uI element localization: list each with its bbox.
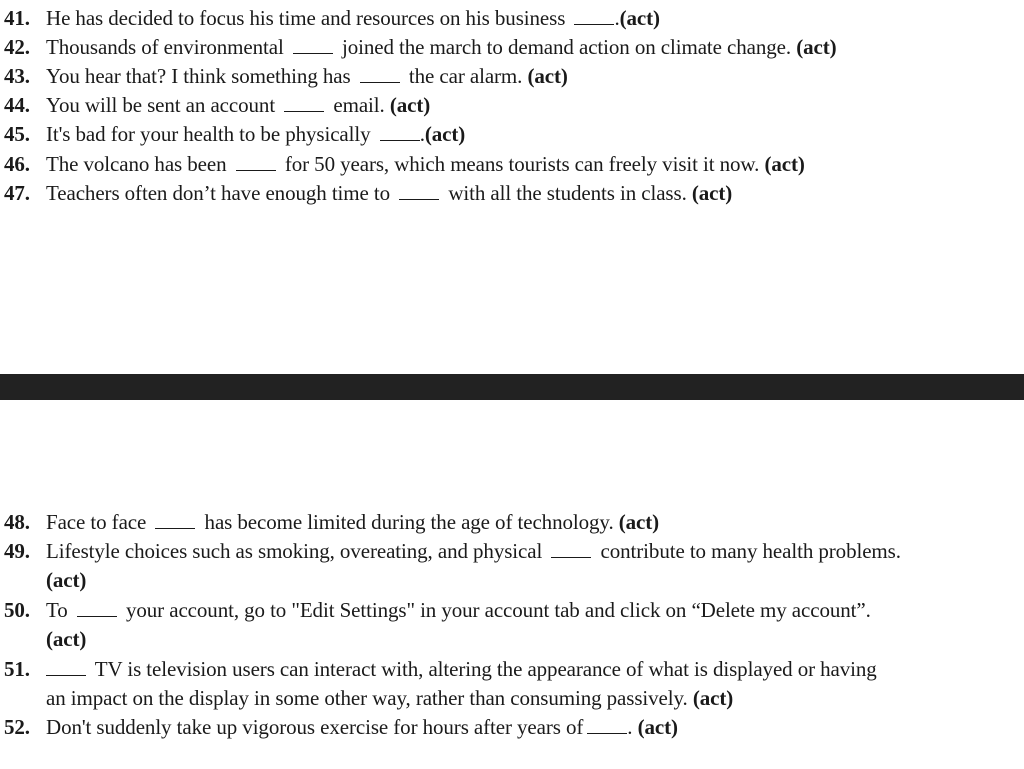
exercise-number: 52.	[4, 715, 30, 739]
exercise-number: 43.	[4, 64, 30, 88]
answer-blank	[587, 717, 627, 734]
exercise-number: 48.	[4, 510, 30, 534]
exercise-sentence-line2: an impact on the display in some other way, rather than consuming passively. (act)	[46, 686, 734, 710]
word-form-hint: (act)	[424, 122, 466, 146]
word-form-hint: (act)	[619, 6, 660, 30]
exercise-sentence: Teachers often don’t have enough time to with all the students in class. (act)	[46, 181, 733, 205]
exercise-sentence: To your account, go to "Edit Settings" in your account tab and click on “Delete my account”.	[46, 598, 871, 622]
exercise-sentence: The volcano has been for 50 years, which means tourists can freely visit it now. (act)	[46, 152, 805, 176]
exercise-sentence: It's bad for your health to be physically .(act)	[46, 122, 466, 146]
exercise-number: 47.	[4, 181, 30, 205]
word-form-hint: (act)	[389, 93, 431, 117]
exercise-sentence: Face to face has become limited during the age of technology. (act)	[46, 510, 660, 534]
exercise-number: 50.	[4, 598, 30, 622]
exercise-sentence: You hear that? I think something has the car alarm. (act)	[46, 64, 568, 88]
word-form-hint: (act)	[637, 715, 678, 739]
word-form-hint: (act)	[796, 35, 837, 59]
word-form-hint: (act)	[764, 152, 805, 176]
answer-blank	[551, 541, 591, 558]
word-form-hint: (act)	[618, 510, 660, 534]
exercise-number: 41.	[4, 6, 30, 30]
exercise-number: 51.	[4, 657, 30, 681]
answer-blank	[360, 66, 400, 83]
divider-bar	[0, 374, 1024, 400]
exercise-sentence: Don't suddenly take up vigorous exercise for hours after years of . (act)	[46, 715, 678, 739]
answer-blank	[293, 37, 333, 54]
exercise-number: 44.	[4, 93, 30, 117]
answer-blank	[399, 183, 439, 200]
exercise-number: 46.	[4, 152, 30, 176]
exercise-number: 49.	[4, 539, 30, 563]
word-form-hint: (act)	[691, 181, 733, 205]
exercise-sentence: Thousands of environmental joined the march to demand action on climate change. (act)	[46, 35, 837, 59]
exercise-sentence: You will be sent an account email. (act)	[46, 93, 431, 117]
answer-blank	[284, 95, 324, 112]
exercise-sentence: TV is television users can interact with, altering the appearance of what is displayed or having	[46, 655, 877, 684]
answer-blank	[46, 659, 86, 676]
word-form-hint: (act)	[527, 64, 568, 88]
exercise-sentence: Lifestyle choices such as smoking, overeating, and physical contribute to many health problems.	[46, 539, 901, 563]
word-form-hint: (act)	[46, 627, 87, 651]
answer-blank	[574, 8, 614, 25]
word-form-hint: (act)	[46, 568, 87, 592]
answer-blank	[380, 124, 420, 141]
answer-blank	[155, 512, 195, 529]
exercise-number: 42.	[4, 35, 30, 59]
exercise-number: 45.	[4, 122, 30, 146]
exercise-sentence: He has decided to focus his time and resources on his business .(act)	[46, 6, 660, 30]
word-form-hint: (act)	[692, 686, 734, 710]
answer-blank	[77, 600, 117, 617]
answer-blank	[236, 154, 276, 171]
